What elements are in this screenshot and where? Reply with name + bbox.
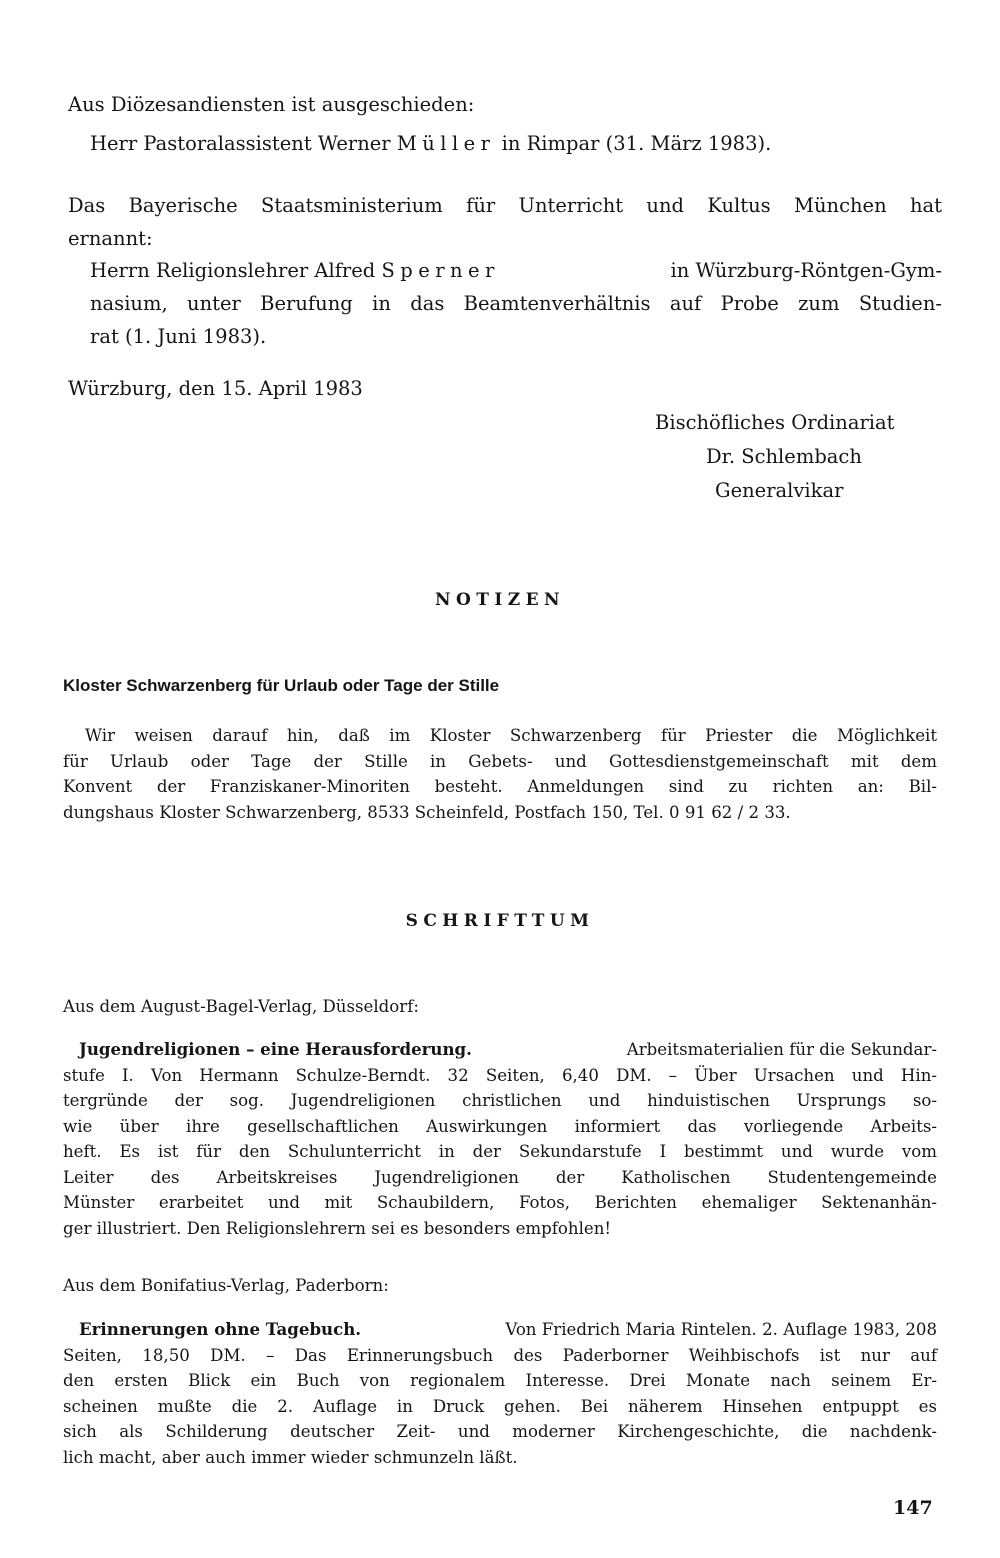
appointment-intro xyxy=(68,189,942,255)
signature-title: Generalvikar xyxy=(715,479,844,502)
notizen-line: Wir weisen darauf hin, daß im Kloster Schwarzenberg für Priester die Möglichkeit xyxy=(85,726,937,745)
review-erinnerungen xyxy=(63,1317,937,1470)
review-line: Münster erarbeitet und mit Schaubildern, Fotos, Berichten ehemaliger Sektenanhän- xyxy=(63,1193,937,1212)
publisher-bonifatius: Aus dem Bonifatius-Verlag, Paderborn: xyxy=(63,1276,389,1295)
notizen-line: Konvent der Franziskaner-Minoriten besteht. Anmeldungen sind zu richten an: Bil- xyxy=(63,777,937,796)
book-title-erinnerungen: Erinnerungen ohne Tagebuch. xyxy=(79,1319,362,1339)
review-line: Seiten, 18,50 DM. – Das Erinnerungsbuch des Paderborner Weihbischofs ist nur auf xyxy=(63,1345,937,1365)
review-line: scheinen mußte die 2. Auflage in Druck gehen. Bei näherem Hinsehen entpuppt es xyxy=(63,1396,937,1416)
appointment-entry-line-3: rat (1. Juni 1983). xyxy=(90,325,267,348)
appointment-entry-line-1 xyxy=(90,254,942,287)
signature-office: Bischöfliches Ordinariat xyxy=(655,411,895,434)
review-line: sich als Schilderung deutscher Zeit- und moderner Kirchengeschichte, die nachdenk- xyxy=(63,1422,937,1441)
notizen-heading: NOTIZEN xyxy=(435,590,565,610)
review-line: Leiter des Arbeitskreises Jugendreligionen der Katholischen Studentengemeinde xyxy=(63,1167,937,1187)
review-line: tergründe der sog. Jugendreligionen christlichen und hinduistischen Ursprungs so- xyxy=(63,1091,937,1110)
departure-entry xyxy=(90,127,771,160)
review-line: wie über ihre gesellschaftlichen Auswirkungen informiert das vorliegende Arbeits- xyxy=(63,1116,937,1136)
appointment-person-name: Sperner xyxy=(381,259,500,282)
departure-entry-suffix: in Rimpar (31. März 1983). xyxy=(495,132,772,155)
review-jugendreligionen xyxy=(63,1037,937,1241)
review-line: ger illustriert. Den Religionslehrern sei es besonders empfohlen! xyxy=(63,1218,612,1238)
review-line: den ersten Blick ein Buch von regionalem Interesse. Drei Monate nach seinem Er- xyxy=(63,1371,937,1390)
review-line: Jugendreligionen – eine Herausforderung. Arbeitsmaterialien für die Sekundar- xyxy=(63,1037,937,1063)
schrifttum-heading: SCHRIFTTUM xyxy=(405,911,595,931)
appointment-intro-line-1: Das Bayerische Staatsministerium für Unterricht und Kultus München hat xyxy=(68,194,942,217)
place-and-date: Würzburg, den 15. April 1983 xyxy=(68,377,363,400)
notizen-line: für Urlaub oder Tage der Stille in Gebets- und Gottesdienstgemeinschaft mit dem xyxy=(63,751,937,771)
appointment-entry-suffix: in Würzburg-Röntgen-Gym- xyxy=(670,259,942,282)
appointment-intro-line-2: ernannt: xyxy=(68,227,153,250)
signature-name: Dr. Schlembach xyxy=(706,445,862,468)
book-title-jugendreligionen: Jugendreligionen – eine Herausforderung. xyxy=(79,1039,472,1059)
publisher-bagel: Aus dem August-Bagel-Verlag, Düsseldorf: xyxy=(63,997,419,1016)
page-number: 147 xyxy=(893,1497,933,1519)
appointment-entry xyxy=(90,254,942,353)
notizen-paragraph xyxy=(63,723,937,825)
review-line: Erinnerungen ohne Tagebuch. Von Friedrich Maria Rintelen. 2. Auflage 1983, 208 xyxy=(63,1317,937,1343)
appointment-entry-prefix: Herrn Religionslehrer Alfred xyxy=(90,259,382,282)
notizen-subheading: Kloster Schwarzenberg für Urlaub oder Tage der Stille xyxy=(63,676,500,695)
review-line: heft. Es ist für den Schulunterricht in der Sekundarstufe I bestimmt und wurde vom xyxy=(63,1142,937,1161)
notizen-line: dungshaus Kloster Schwarzenberg, 8533 Scheinfeld, Postfach 150, Tel. 0 91 62 / 2 33. xyxy=(63,802,791,822)
review-line: lich macht, aber auch immer wieder schmunzeln läßt. xyxy=(63,1447,518,1467)
departure-intro: Aus Diözesandiensten ist ausgeschieden: xyxy=(68,93,475,116)
appointment-entry-line-2: nasium, unter Berufung in das Beamtenverhältnis auf Probe zum Studien- xyxy=(90,292,942,315)
review-line: stufe I. Von Hermann Schulze-Berndt. 32 Seiten, 6,40 DM. – Über Ursachen und Hin- xyxy=(63,1065,937,1085)
departure-entry-prefix: Herr Pastoralassistent Werner xyxy=(90,132,397,155)
departure-person-name: Müller xyxy=(396,132,496,155)
